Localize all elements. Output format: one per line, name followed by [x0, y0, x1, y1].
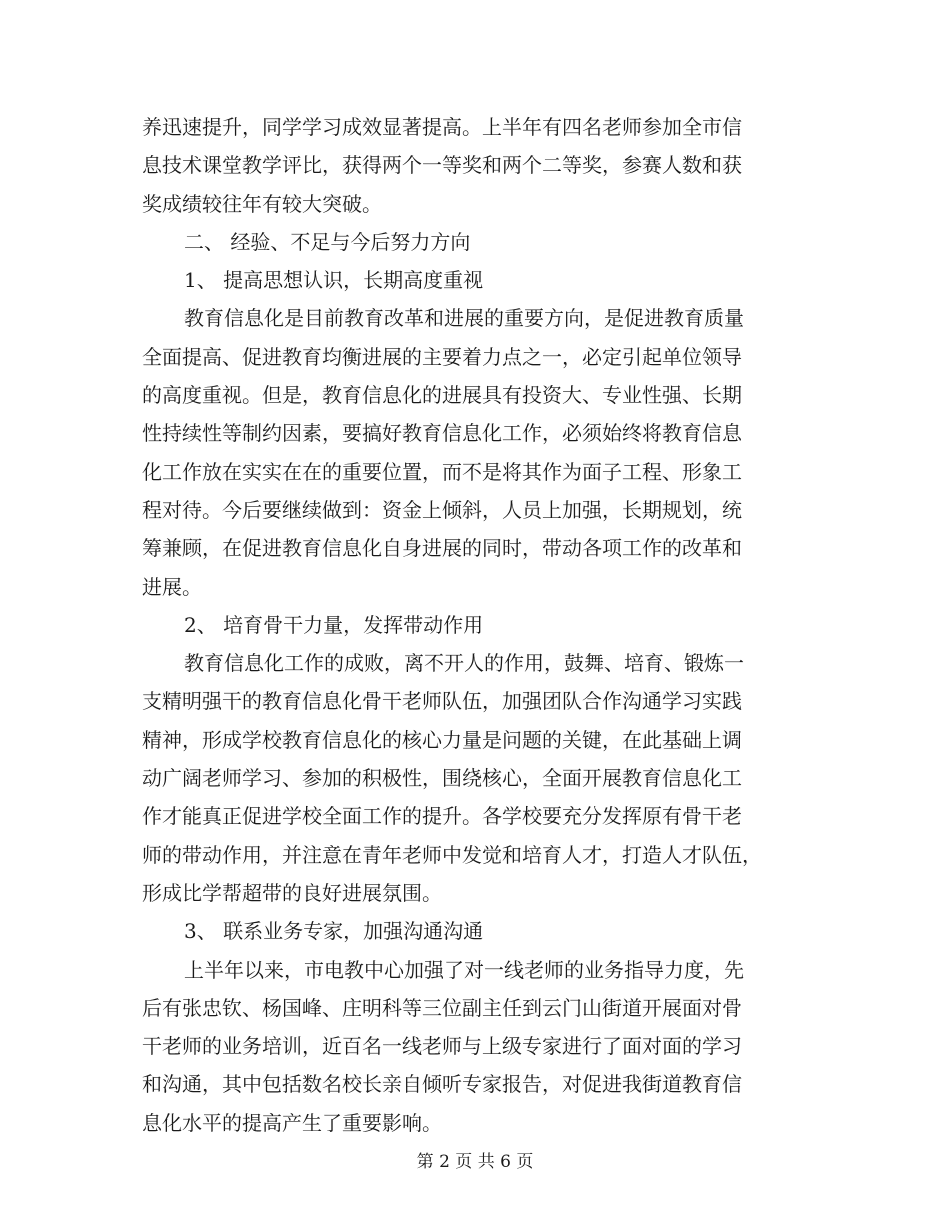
text-line: 精神，形成学校教育信息化的核心力量是问题的关键，在此基础上调 — [142, 727, 742, 752]
text-line: 全面提高、促进教育均衡进展的主要着力点之一，必定引起单位领导 — [142, 344, 742, 369]
page-footer: 第 2 页 共 6 页 — [416, 1152, 534, 1172]
text-line: 干老师的业务培训，近百名一线老师与上级专家进行了面对面的学习 — [142, 1034, 742, 1059]
text-line: 息化水平的提高产生了重要影响。 — [142, 1110, 442, 1135]
text-line: 养迅速提升，同学学习成效显著提高。上半年有四名老师参加全市信 — [142, 115, 742, 139]
text-line: 和沟通，其中包括数名校长亲自倾听专家报告，对促进我街道教育信 — [142, 1072, 742, 1097]
text-line: 息技术课堂教学评比，获得两个一等奖和两个二等奖，参赛人数和获 — [142, 153, 742, 178]
text-line: 二、 经验、不足与今后努力方向 — [184, 229, 471, 254]
text-line: 筹兼顾，在促进教育信息化自身进展的同时，带动各项工作的改革和 — [142, 536, 742, 561]
document-body — [142, 108, 802, 1142]
text-line: 师的带动作用，并注意在青年老师中发觉和培育人才，打造人才队伍， — [142, 842, 762, 867]
text-line: 形成比学帮超带的良好进展氛围。 — [142, 880, 442, 905]
text-line: 的高度重视。但是，教育信息化的进展具有投资大、专业性强、长期 — [142, 383, 742, 408]
text-line: 奖成绩较往年有较大突破。 — [142, 191, 382, 216]
text-line: 3、 联系业务专家，加强沟通沟通 — [184, 919, 484, 944]
text-line: 程对待。今后要继续做到：资金上倾斜，人员上加强，长期规划，统 — [142, 497, 742, 522]
text-line: 教育信息化是目前教育改革和进展的重要方向，是促进教育质量 — [184, 306, 744, 331]
text-line: 后有张忠钦、杨国峰、庄明科等三位副主任到云门山街道开展面对骨 — [142, 995, 742, 1020]
text-line: 教育信息化工作的成败，离不开人的作用，鼓舞、培育、锻炼一 — [184, 651, 744, 676]
text-line: 动广阔老师学习、参加的积极性，围绕核心，全面开展教育信息化工 — [142, 766, 742, 791]
text-line: 支精明强干的教育信息化骨干老师队伍，加强团队合作沟通学习实践 — [142, 689, 742, 714]
text-line: 进展。 — [142, 574, 202, 599]
text-line: 性持续性等制约因素，要搞好教育信息化工作，必须始终将教育信息 — [142, 421, 742, 446]
text-line: 化工作放在实实在在的重要位置，而不是将其作为面子工程、形象工 — [142, 459, 742, 484]
text-line: 作才能真正促进学校全面工作的提升。各学校要充分发挥原有骨干老 — [142, 804, 742, 829]
text-line: 1、 提高思想认识，长期高度重视 — [184, 268, 484, 293]
text-line: 2、 培育骨干力量，发挥带动作用 — [184, 612, 484, 637]
text-line: 上半年以来，市电教中心加强了对一线老师的业务指导力度，先 — [184, 957, 744, 982]
